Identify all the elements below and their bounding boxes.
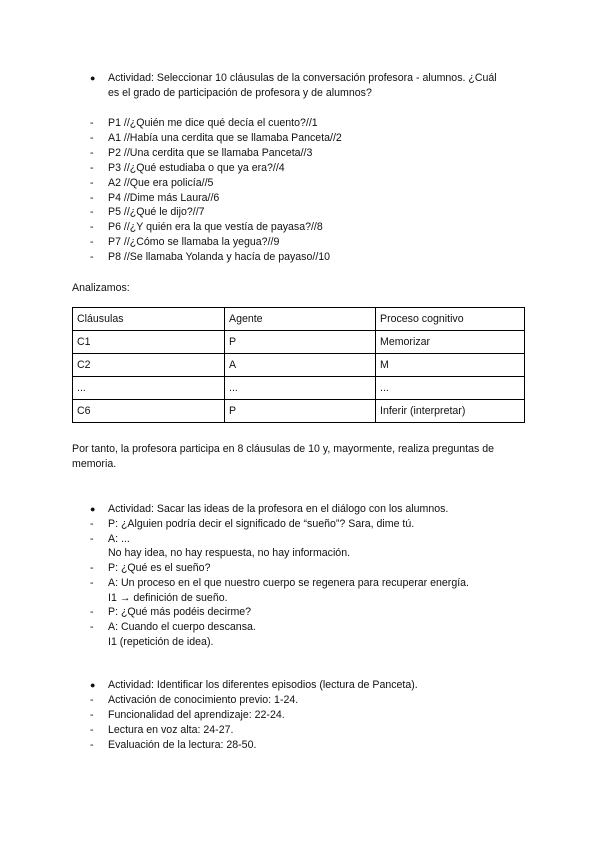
dash-marker: - [90, 236, 94, 248]
conclusion-line-2: memoria. [72, 458, 117, 470]
analizamos-label: Analizamos: [72, 282, 130, 294]
dash-marker: - [90, 192, 94, 204]
clause-item: P4 //Dime más Laura//6 [108, 192, 220, 204]
dash-marker: - [90, 162, 94, 174]
dialogue-line: P: ¿Qué más podéis decirme? [108, 606, 252, 618]
dash-marker: - [90, 621, 94, 633]
clause-item: P6 //¿Y quién era la que vestía de payasa?//8 [108, 221, 323, 233]
dialogue-note: I1 (repetición de idea). [108, 636, 214, 648]
table-cell: Inferir (interpretar) [376, 400, 525, 423]
activity-3-title: Actividad: Identificar los diferentes episodios (lectura de Panceta). [108, 679, 418, 691]
conclusion-line-1: Por tanto, la profesora participa en 8 cláusulas de 10 y, mayormente, realiza preguntas de [72, 443, 495, 455]
dialogue-note: I1 → definición de sueño. [108, 592, 228, 604]
table-header-cell: Cláusulas [73, 308, 225, 331]
clause-item: P8 //Se llamaba Yolanda y hacía de payaso//10 [108, 251, 331, 263]
clause-item: P1 //¿Quién me dice qué decía el cuento?//1 [108, 117, 318, 129]
dialogue-note: No hay idea, no hay respuesta, no hay información. [108, 547, 351, 559]
dash-marker: - [90, 606, 94, 618]
clauses-table [72, 307, 525, 423]
clause-item: P5 //¿Qué le dijo?//7 [108, 206, 205, 218]
dash-marker: - [90, 739, 94, 751]
table-row [73, 354, 525, 377]
table-header-cell: Agente [225, 308, 376, 331]
table-row [73, 331, 525, 354]
table-cell: Memorizar [376, 331, 525, 354]
dash-marker: - [90, 724, 94, 736]
table-cell: ... [73, 377, 225, 400]
dialogue-line: A: Cuando el cuerpo descansa. [108, 621, 256, 633]
dialogue-line: A: ... [108, 533, 130, 545]
table-cell: ... [376, 377, 525, 400]
activity-2-title: Actividad: Sacar las ideas de la profesora en el diálogo con los alumnos. [108, 503, 449, 515]
dash-marker: - [90, 221, 94, 233]
dash-marker: - [90, 117, 94, 129]
dialogue-line: P: ¿Alguien podría decir el significado de “sueño”? Sara, dime tú. [108, 518, 415, 530]
activity-1-line-2: es el grado de participación de profesora y de alumnos? [108, 87, 372, 99]
bullet-icon: ● [90, 504, 96, 514]
table-cell: C2 [73, 354, 225, 377]
table-cell: M [376, 354, 525, 377]
activity-1-line-1: Actividad: Seleccionar 10 cláusulas de la conversación profesora - alumnos. ¿Cuál [108, 72, 497, 84]
table-cell: P [225, 331, 376, 354]
clause-item: P3 //¿Qué estudiaba o que ya era?//4 [108, 162, 285, 174]
bullet-icon: ● [90, 680, 96, 690]
table-row [73, 377, 525, 400]
episode-item: Lectura en voz alta: 24-27. [108, 724, 234, 736]
clause-item: P2 //Una cerdita que se llamaba Panceta//3 [108, 147, 313, 159]
table-cell: P [225, 400, 376, 423]
table-header-row [73, 308, 525, 331]
dash-marker: - [90, 533, 94, 545]
dash-marker: - [90, 518, 94, 530]
table-cell: C1 [73, 331, 225, 354]
bullet-icon: ● [90, 73, 96, 83]
table-header-cell: Proceso cognitivo [376, 308, 525, 331]
episode-item: Evaluación de la lectura: 28-50. [108, 739, 257, 751]
dash-marker: - [90, 206, 94, 218]
table-cell: ... [225, 377, 376, 400]
dash-marker: - [90, 709, 94, 721]
episode-item: Funcionalidad del aprendizaje: 22-24. [108, 709, 285, 721]
episode-item: Activación de conocimiento previo: 1-24. [108, 694, 299, 706]
dash-marker: - [90, 147, 94, 159]
dash-marker: - [90, 562, 94, 574]
clause-item: A2 //Que era policía//5 [108, 177, 214, 189]
dash-marker: - [90, 577, 94, 589]
dash-marker: - [90, 177, 94, 189]
dialogue-line: A: Un proceso en el que nuestro cuerpo se regenera para recuperar energía. [108, 577, 469, 589]
table-cell: C6 [73, 400, 225, 423]
table-row [73, 400, 525, 423]
dash-marker: - [90, 694, 94, 706]
dash-marker: - [90, 132, 94, 144]
dialogue-line: P: ¿Qué es el sueño? [108, 562, 211, 574]
clause-item: P7 //¿Cómo se llamaba la yegua?//9 [108, 236, 280, 248]
dash-marker: - [90, 251, 94, 263]
table-cell: A [225, 354, 376, 377]
clause-item: A1 //Había una cerdita que se llamaba Panceta//2 [108, 132, 342, 144]
